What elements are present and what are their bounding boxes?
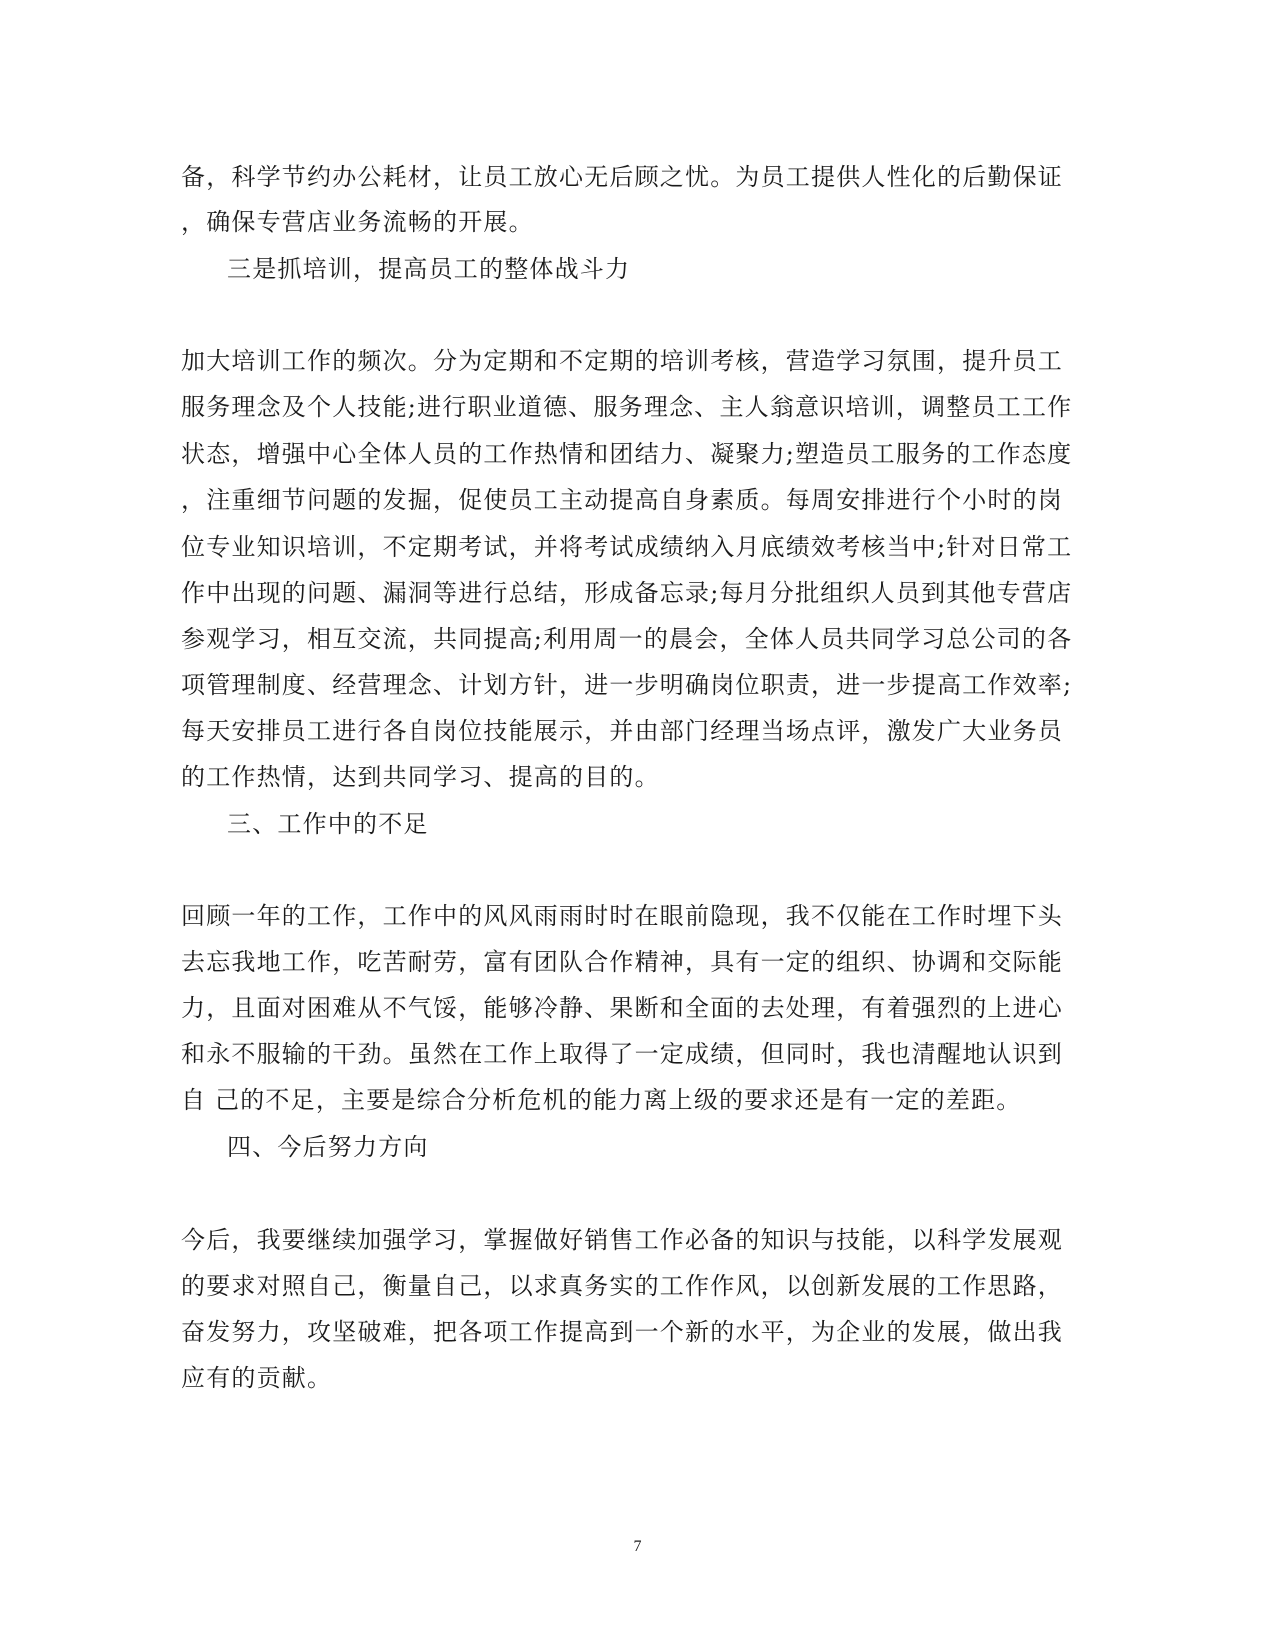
paragraph-line: 今后，我要继续加强学习，掌握做好销售工作必备的知识与技能，以科学发展观 <box>181 1226 1063 1254</box>
paragraph-line: 每天安排员工进行各自岗位技能展示，并由部门经理当场点评，激发广大业务员 <box>181 717 1063 745</box>
paragraph-line: 力，且面对困难从不气馁，能够冷静、果断和全面的去处理，有着强烈的上进心 <box>181 994 1063 1022</box>
paragraph-line: 应有的贡献。 <box>181 1364 333 1392</box>
paragraph-line: 回顾一年的工作，工作中的风风雨雨时时在眼前隐现，我不仅能在工作时埋下头 <box>181 902 1063 930</box>
paragraph-line: 加大培训工作的频次。分为定期和不定期的培训考核，营造学习氛围，提升员工 <box>181 347 1063 375</box>
paragraph-line: 参观学习，相互交流，共同提高;利用周一的晨会，全体人员共同学习总公司的各 <box>181 625 1073 653</box>
section-heading: 四、今后努力方向 <box>227 1133 429 1161</box>
paragraph-line: 奋发努力，攻坚破难，把各项工作提高到一个新的水平，为企业的发展，做出我 <box>181 1318 1063 1346</box>
section-heading: 三、工作中的不足 <box>227 810 429 838</box>
paragraph-line: 服务理念及个人技能;进行职业道德、服务理念、主人翁意识培训，调整员工工作 <box>181 393 1073 421</box>
page-number: 7 <box>633 1538 642 1555</box>
paragraph-line: 项管理制度、经营理念、计划方针，进一步明确岗位职责，进一步提高工作效率; <box>181 671 1073 699</box>
paragraph-line: 备，科学节约办公耗材，让员工放心无后顾之忧。为员工提供人性化的后勤保证 <box>181 163 1063 191</box>
paragraph-line: 的工作热情，达到共同学习、提高的目的。 <box>181 763 660 791</box>
paragraph-line: 作中出现的问题、漏洞等进行总结，形成备忘录;每月分批组织人员到其他专营店 <box>181 579 1073 607</box>
paragraph-line: ，注重细节问题的发掘，促使员工主动提高自身素质。每周安排进行个小时的岗 <box>181 486 1063 514</box>
paragraph-line: 状态，增强中心全体人员的工作热情和团结力、凝聚力;塑造员工服务的工作态度 <box>181 440 1073 468</box>
paragraph-line: 位专业知识培训，不定期考试，并将考试成绩纳入月底绩效考核当中;针对日常工 <box>181 533 1073 561</box>
paragraph-line: ，确保专营店业务流畅的开展。 <box>181 208 534 236</box>
section-heading: 三是抓培训，提高员工的整体战斗力 <box>227 255 631 283</box>
paragraph-line: 和永不服输的干劲。虽然在工作上取得了一定成绩，但同时，我也清醒地认识到 <box>181 1040 1063 1068</box>
paragraph-line: 的要求对照自己，衡量自己，以求真务实的工作作风，以创新发展的工作思路， <box>181 1272 1063 1300</box>
paragraph-line: 自 己的不足，主要是综合分析危机的能力离上级的要求还是有一定的差距。 <box>181 1086 1022 1114</box>
paragraph-line: 去忘我地工作，吃苦耐劳，富有团队合作精神，具有一定的组织、协调和交际能 <box>181 948 1063 976</box>
